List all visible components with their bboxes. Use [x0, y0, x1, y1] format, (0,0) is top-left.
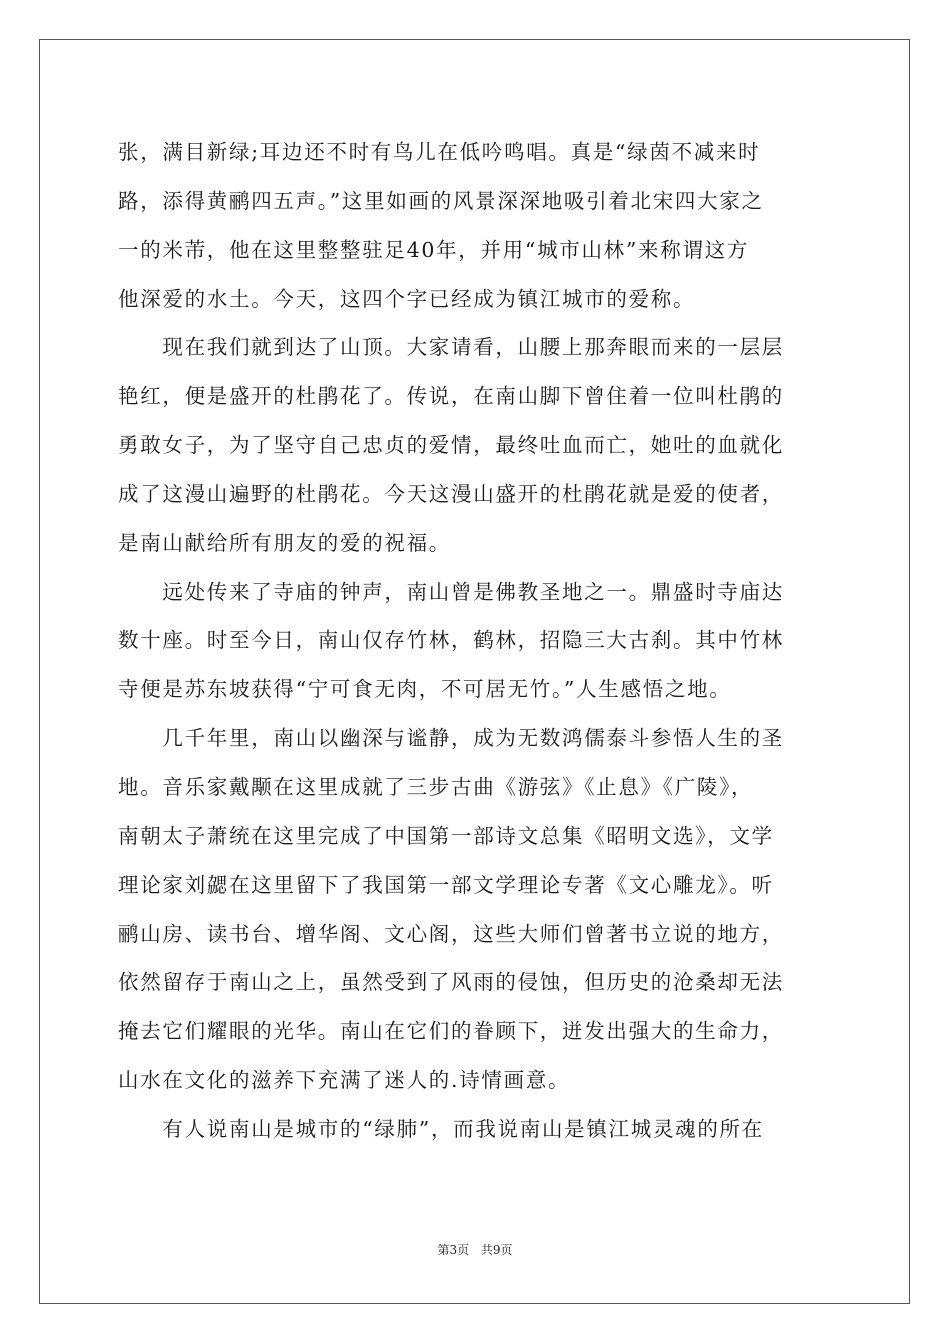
text-line: 有人说南山是城市的“绿肺”，而我说南山是镇江城灵魂的所在	[118, 1116, 764, 1141]
text-line: 南朝太子萧统在这里完成了中国第一部诗文总集《昭明文选》，文学	[118, 823, 774, 848]
text-line: 艳红，便是盛开的杜鹃花了。传说，在南山脚下曾住着一位叫杜鹃的	[118, 384, 784, 409]
text-line: 寺便是苏东坡获得“宁可食无肉，不可居无竹。”人生感悟之地。	[118, 677, 732, 702]
body-text	[118, 128, 838, 1154]
text-line: 勇敢女子，为了坚守自己忠贞的爱情，最终吐血而亡，她吐的血就化	[118, 433, 784, 458]
text-line: 是南山献给所有朋友的爱的祝福。	[118, 530, 451, 555]
text-line: 远处传来了寺庙的钟声，南山曾是佛教圣地之一。鼎盛时寺庙达	[118, 579, 784, 604]
text-line: 理论家刘勰在这里留下了我国第一部文学理论专著《文心雕龙》。听	[118, 872, 774, 897]
text-line: 张，满目新绿;耳边还不时有鸟儿在低吟鸣唱。真是“绿茵不减来时	[118, 140, 761, 164]
text-line: 掩去它们耀眼的光华。南山在它们的眷顾下，迸发出强大的生命力，	[118, 1019, 784, 1044]
text-line: 鹂山房、读书台、增华阁、文心阁，这些大师们曾著书立说的地方，	[118, 921, 784, 946]
text-line: 现在我们就到达了山顶。大家请看，山腰上那奔眼而来的一层层	[118, 335, 784, 360]
text-line: 成了这漫山遍野的杜鹃花。今天这漫山盛开的杜鹃花就是爱的使者，	[118, 481, 784, 506]
text-line: 路，添得黄鹂四五声。”这里如画的风景深深地吸引着北宋四大家之	[118, 188, 764, 213]
text-line: 山水在文化的滋养下充满了迷人的.诗情画意。	[118, 1068, 571, 1093]
text-line: 依然留存于南山之上，虽然受到了风雨的侵蚀，但历史的沧桑却无法	[118, 970, 784, 995]
page-footer	[0, 1241, 950, 1258]
text-line: 数十座。时至今日，南山仅存竹林，鹤林，招隐三大古刹。其中竹林	[118, 628, 784, 653]
text-line: 一的米芾，他在这里整整驻足40年，并用“城市山林”来称谓这方	[118, 237, 750, 262]
text-line: 地。音乐家戴颙在这里成就了三步古曲《游弦》《止息》《广陵》，	[118, 774, 754, 799]
text-line: 他深爱的水土。今天，这四个字已经成为镇江城市的爱称。	[118, 286, 696, 311]
page-number: 第3页	[437, 1243, 470, 1257]
page-total: 共9页	[480, 1243, 513, 1257]
text-line: 几千年里，南山以幽深与谧静，成为无数鸿儒泰斗参悟人生的圣	[118, 726, 784, 751]
